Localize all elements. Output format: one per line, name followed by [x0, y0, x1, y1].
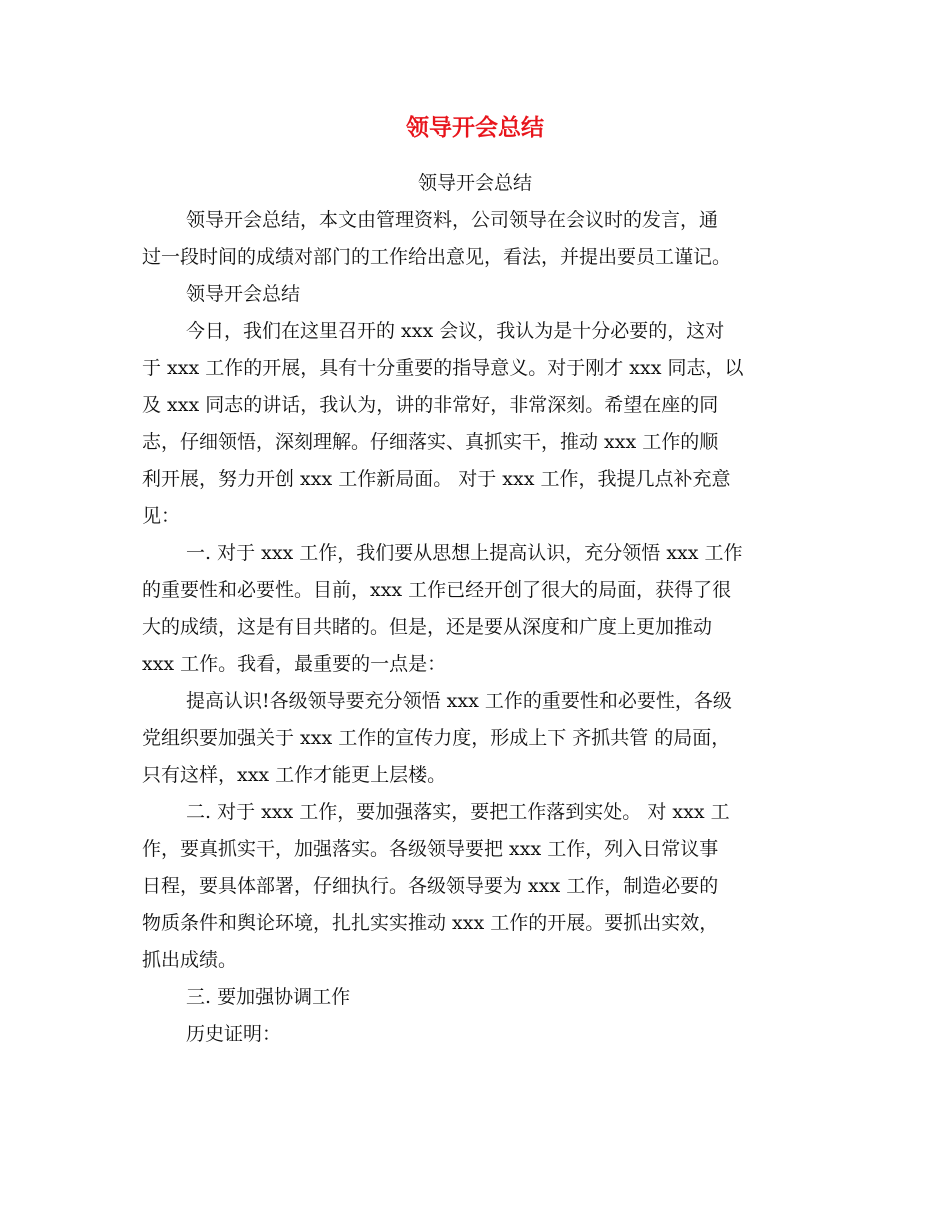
body-line: 只有这样，xxx 工作才能更上层楼。 — [142, 764, 447, 786]
body-line: 二. 对于 xxx 工作，要加强落实，要把工作落到实处。 对 xxx 工 — [186, 801, 730, 823]
body-line: 物质条件和舆论环境，扎扎实实推动 xxx 工作的开展。要抓出实效， — [142, 912, 719, 934]
body-line: 提高认识!各级领导要充分领悟 xxx 工作的重要性和必要性，各级 — [186, 690, 732, 712]
body-line: 于 xxx 工作的开展，具有十分重要的指导意义。对于刚才 xxx 同志，以 — [142, 357, 744, 379]
body-line: 见： — [142, 505, 181, 527]
body-line: xxx 工作。我看，最重要的一点是： — [142, 653, 447, 675]
body-line: 作，要真抓实干，加强落实。各级领导要把 xxx 工作，列入日常议事 — [142, 838, 719, 860]
body-line: 历史证明： — [186, 1023, 282, 1045]
document-body — [142, 202, 814, 1053]
section-heading: 三. 要加强协调工作 — [186, 986, 351, 1008]
body-line: 日程，要具体部署，仔细执行。各级领导要为 xxx 工作，制造必要的 — [142, 875, 719, 897]
body-line: 今日，我们在这里召开的 xxx 会议，我认为是十分必要的，这对 — [186, 320, 725, 342]
body-line: 抓出成绩。 — [142, 949, 238, 971]
body-line: 的重要性和必要性。目前，xxx 工作已经开创了很大的局面，获得了很 — [142, 579, 732, 601]
body-line: 大的成绩，这是有目共睹的。但是，还是要从深度和广度上更加推动 — [142, 616, 713, 638]
body-line: 利开展，努力开创 xxx 工作新局面。 对于 xxx 工作，我提几点补充意 — [142, 468, 731, 490]
section-heading: 领导开会总结 — [186, 283, 301, 305]
body-line: 过一段时间的成绩对部门的工作给出意见，看法，并提出要员工谨记。 — [142, 246, 732, 268]
document-subtitle: 领导开会总结 — [417, 172, 532, 194]
body-line: 党组织要加强关于 xxx 工作的宣传力度，形成上下 齐抓共管 的局面， — [142, 727, 731, 749]
body-line: 领导开会总结，本文由管理资料，公司领导在会议时的发言，通 — [186, 209, 719, 231]
document-title: 领导开会总结 — [406, 114, 544, 141]
body-line: 及 xxx 同志的讲话，我认为，讲的非常好，非常深刻。希望在座的同 — [142, 394, 719, 416]
body-line: 一. 对于 xxx 工作，我们要从思想上提高认识，充分领悟 xxx 工作 — [186, 542, 743, 564]
body-line: 志，仔细领悟，深刻理解。仔细落实、真抓实干，推动 xxx 工作的顺 — [142, 431, 719, 453]
